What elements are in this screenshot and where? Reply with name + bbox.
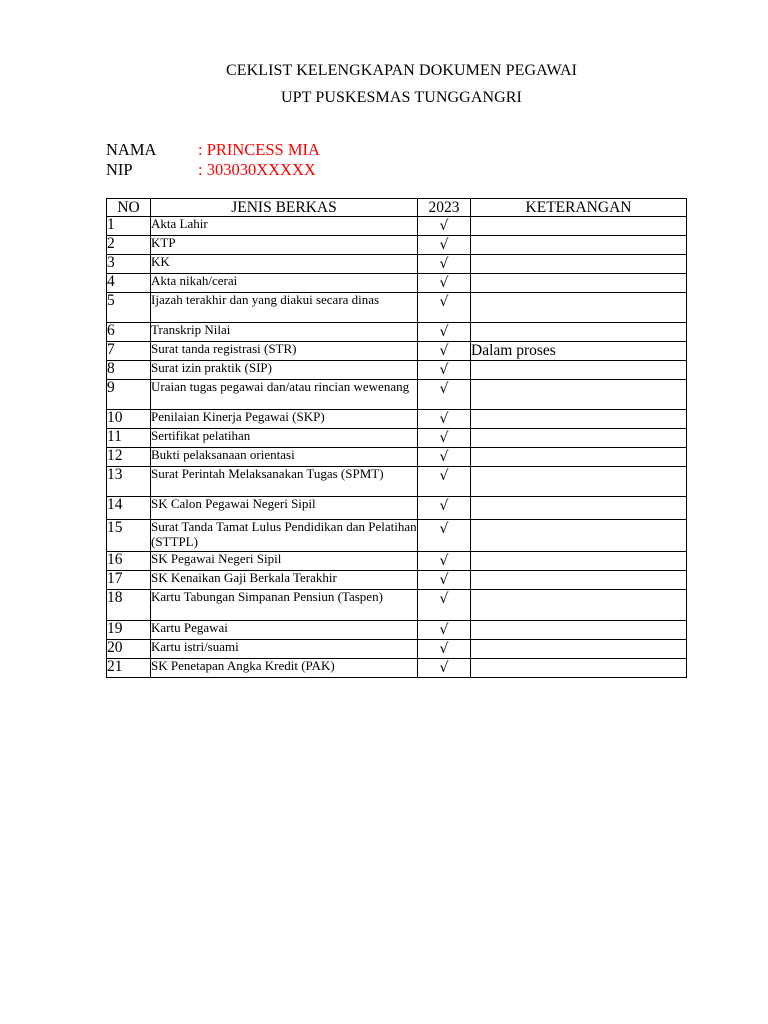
header-remarks: KETERANGAN [471,199,687,217]
document-name: KTP [151,236,418,255]
document-name: Bukti pelaksanaan orientasi [151,448,418,467]
table-header-row [107,199,687,217]
document-name: SK Penetapan Angka Kredit (PAK) [151,659,418,678]
row-number: 7 [107,342,151,361]
remarks-cell [471,571,687,590]
nip-label: NIP [106,160,133,179]
table-row [107,410,687,429]
table-row [107,520,687,552]
document-name: Surat Tanda Tamat Lulus Pendidikan dan Pelatihan (STTPL) [151,520,418,552]
table-row [107,429,687,448]
table-row [107,552,687,571]
document-name: Surat Perintah Melaksanakan Tugas (SPMT) [151,467,418,497]
row-number: 20 [107,640,151,659]
table-row [107,659,687,678]
document-name: SK Calon Pegawai Negeri Sipil [151,497,418,520]
document-name: Penilaian Kinerja Pegawai (SKP) [151,410,418,429]
row-number: 10 [107,410,151,429]
document-subtitle: UPT PUSKESMAS TUNGGANGRI [281,89,522,106]
table-row [107,323,687,342]
remarks-cell [471,293,687,323]
table-row [107,274,687,293]
check-mark: √ [418,255,471,274]
table-row [107,571,687,590]
header-no: NO [107,199,151,217]
table-row [107,217,687,236]
row-number: 12 [107,448,151,467]
check-mark: √ [418,342,471,361]
row-number: 14 [107,497,151,520]
name-value: : PRINCESS MIA [198,140,320,159]
row-number: 19 [107,621,151,640]
document-name: Surat tanda registrasi (STR) [151,342,418,361]
document-name: Kartu Tabungan Simpanan Pensiun (Taspen) [151,590,418,621]
document-name: Kartu Pegawai [151,621,418,640]
remarks-cell [471,236,687,255]
remarks-cell [471,255,687,274]
row-number: 9 [107,380,151,410]
check-mark: √ [418,429,471,448]
remarks-cell [471,361,687,380]
document-name: SK Pegawai Negeri Sipil [151,552,418,571]
check-mark: √ [418,467,471,497]
row-number: 17 [107,571,151,590]
table-row [107,497,687,520]
remarks-cell [471,429,687,448]
document-title: CEKLIST KELENGKAPAN DOKUMEN PEGAWAI [225,62,578,79]
remarks-cell [471,497,687,520]
document-checklist-table [106,198,687,678]
check-mark: √ [418,590,471,621]
nip-value: : 303030XXXXX [198,160,316,179]
check-mark: √ [418,293,471,323]
row-number: 13 [107,467,151,497]
check-mark: √ [418,380,471,410]
check-mark: √ [418,274,471,293]
table-row [107,590,687,621]
row-number: 15 [107,520,151,552]
table-row [107,380,687,410]
remarks-cell [471,552,687,571]
row-number: 3 [107,255,151,274]
remarks-cell [471,659,687,678]
check-mark: √ [418,361,471,380]
row-number: 8 [107,361,151,380]
remarks-cell [471,590,687,621]
remarks-cell: Dalam proses [471,342,687,361]
row-number: 18 [107,590,151,621]
document-name: Akta Lahir [151,217,418,236]
table-row [107,342,687,361]
name-label: NAMA [106,140,157,159]
check-mark: √ [418,323,471,342]
document-name: Sertifikat pelatihan [151,429,418,448]
table-row [107,236,687,255]
remarks-cell [471,448,687,467]
remarks-cell [471,410,687,429]
remarks-cell [471,217,687,236]
table-row [107,621,687,640]
remarks-cell [471,640,687,659]
row-number: 1 [107,217,151,236]
remarks-cell [471,323,687,342]
row-number: 5 [107,293,151,323]
check-mark: √ [418,552,471,571]
check-mark: √ [418,410,471,429]
document-name: SK Kenaikan Gaji Berkala Terakhir [151,571,418,590]
document-name: Uraian tugas pegawai dan/atau rincian wewenang [151,380,418,410]
remarks-cell [471,621,687,640]
header-year: 2023 [418,199,471,217]
table-row [107,255,687,274]
remarks-cell [471,274,687,293]
remarks-cell [471,520,687,552]
row-number: 11 [107,429,151,448]
check-mark: √ [418,621,471,640]
employee-nip-row [106,160,316,180]
row-number: 6 [107,323,151,342]
table-row [107,361,687,380]
header-document-type: JENIS BERKAS [151,199,418,217]
check-mark: √ [418,571,471,590]
check-mark: √ [418,520,471,552]
document-name: Surat izin praktik (SIP) [151,361,418,380]
document-name: KK [151,255,418,274]
check-mark: √ [418,659,471,678]
check-mark: √ [418,448,471,467]
document-name: Transkrip Nilai [151,323,418,342]
check-mark: √ [418,497,471,520]
remarks-cell [471,467,687,497]
table-row [107,448,687,467]
row-number: 2 [107,236,151,255]
table-row [107,467,687,497]
row-number: 21 [107,659,151,678]
row-number: 16 [107,552,151,571]
document-name: Ijazah terakhir dan yang diakui secara dinas [151,293,418,323]
check-mark: √ [418,640,471,659]
remarks-cell [471,380,687,410]
employee-name-row [106,140,320,160]
table-row [107,640,687,659]
document-name: Akta nikah/cerai [151,274,418,293]
table-row [107,293,687,323]
check-mark: √ [418,236,471,255]
row-number: 4 [107,274,151,293]
document-name: Kartu istri/suami [151,640,418,659]
check-mark: √ [418,217,471,236]
